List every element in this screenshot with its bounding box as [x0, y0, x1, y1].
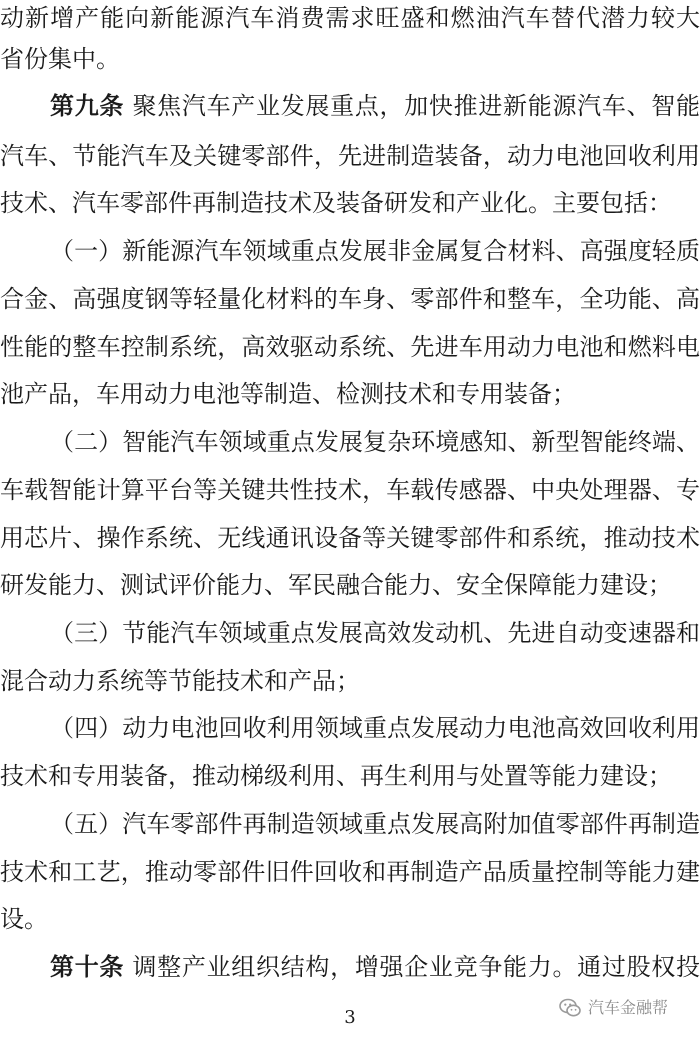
item-2-line-1: （二）智能汽车领域重点发展复杂环境感知、新型智能终端、: [50, 428, 700, 456]
article-10-heading-line: 第十条 调整产业组织结构，增强企业竞争能力。通过股权投: [50, 952, 700, 981]
page-number: 3: [344, 1007, 356, 1028]
item-5-line-3: 设。: [0, 905, 48, 933]
item-4-line-2: 技术和专用装备，推动梯级利用、再生利用与处置等能力建设；: [0, 762, 672, 790]
item-2-line-2: 车载智能计算平台等关键共性技术，车载传感器、中央处理器、专: [0, 476, 700, 504]
item-3-line-1: （三）节能汽车领域重点发展高效发动机、先进自动变速器和: [50, 619, 700, 647]
item-5-line-1: （五）汽车零部件再制造领域重点发展高附加值零部件再制造: [50, 810, 700, 838]
text-line-1: 动新增产能向新能源汽车消费需求旺盛和燃油汽车替代潜力较大: [0, 4, 700, 32]
item-5-line-2: 技术和工艺，推动零部件旧件回收和再制造产品质量控制等能力建: [0, 858, 700, 886]
watermark: [558, 994, 698, 1022]
text-line-4: 汽车、节能汽车及关键零部件，先进制造装备，动力电池回收利用: [0, 142, 700, 170]
article-number: 第九条: [50, 91, 125, 120]
item-4-line-1: （四）动力电池回收利用领域重点发展动力电池高效回收利用: [50, 714, 700, 742]
text-line-2: 省份集中。: [0, 45, 120, 73]
item-1-line-1: （一）新能源汽车领域重点发展非金属复合材料、高强度轻质: [50, 237, 700, 265]
item-2-line-4: 研发能力、测试评价能力、军民融合能力、安全保障能力建设；: [0, 571, 672, 599]
item-1-line-2: 合金、高强度钢等轻量化材料的车身、零部件和整车，全功能、高: [0, 285, 700, 313]
item-1-line-4: 池产品，车用动力电池等制造、检测技术和专用装备；: [0, 380, 576, 408]
article-number: 第十条: [50, 952, 125, 981]
wechat-icon: [558, 996, 582, 1020]
item-3-line-2: 混合动力系统等节能技术和产品；: [0, 667, 360, 695]
text-line-5: 技术、汽车零部件再制造技术及装备研发和产业化。主要包括：: [0, 189, 672, 217]
item-1-line-3: 性能的整车控制系统，高效驱动系统、先进车用动力电池和燃料电: [0, 333, 700, 361]
item-2-line-3: 用芯片、操作系统、无线通讯设备等关键零部件和系统，推动技术: [0, 524, 700, 552]
watermark-text: 汽车金融帮: [588, 998, 669, 1017]
article-9-heading-line: 第九条 聚焦汽车产业发展重点，加快推进新能源汽车、智能: [50, 91, 700, 120]
